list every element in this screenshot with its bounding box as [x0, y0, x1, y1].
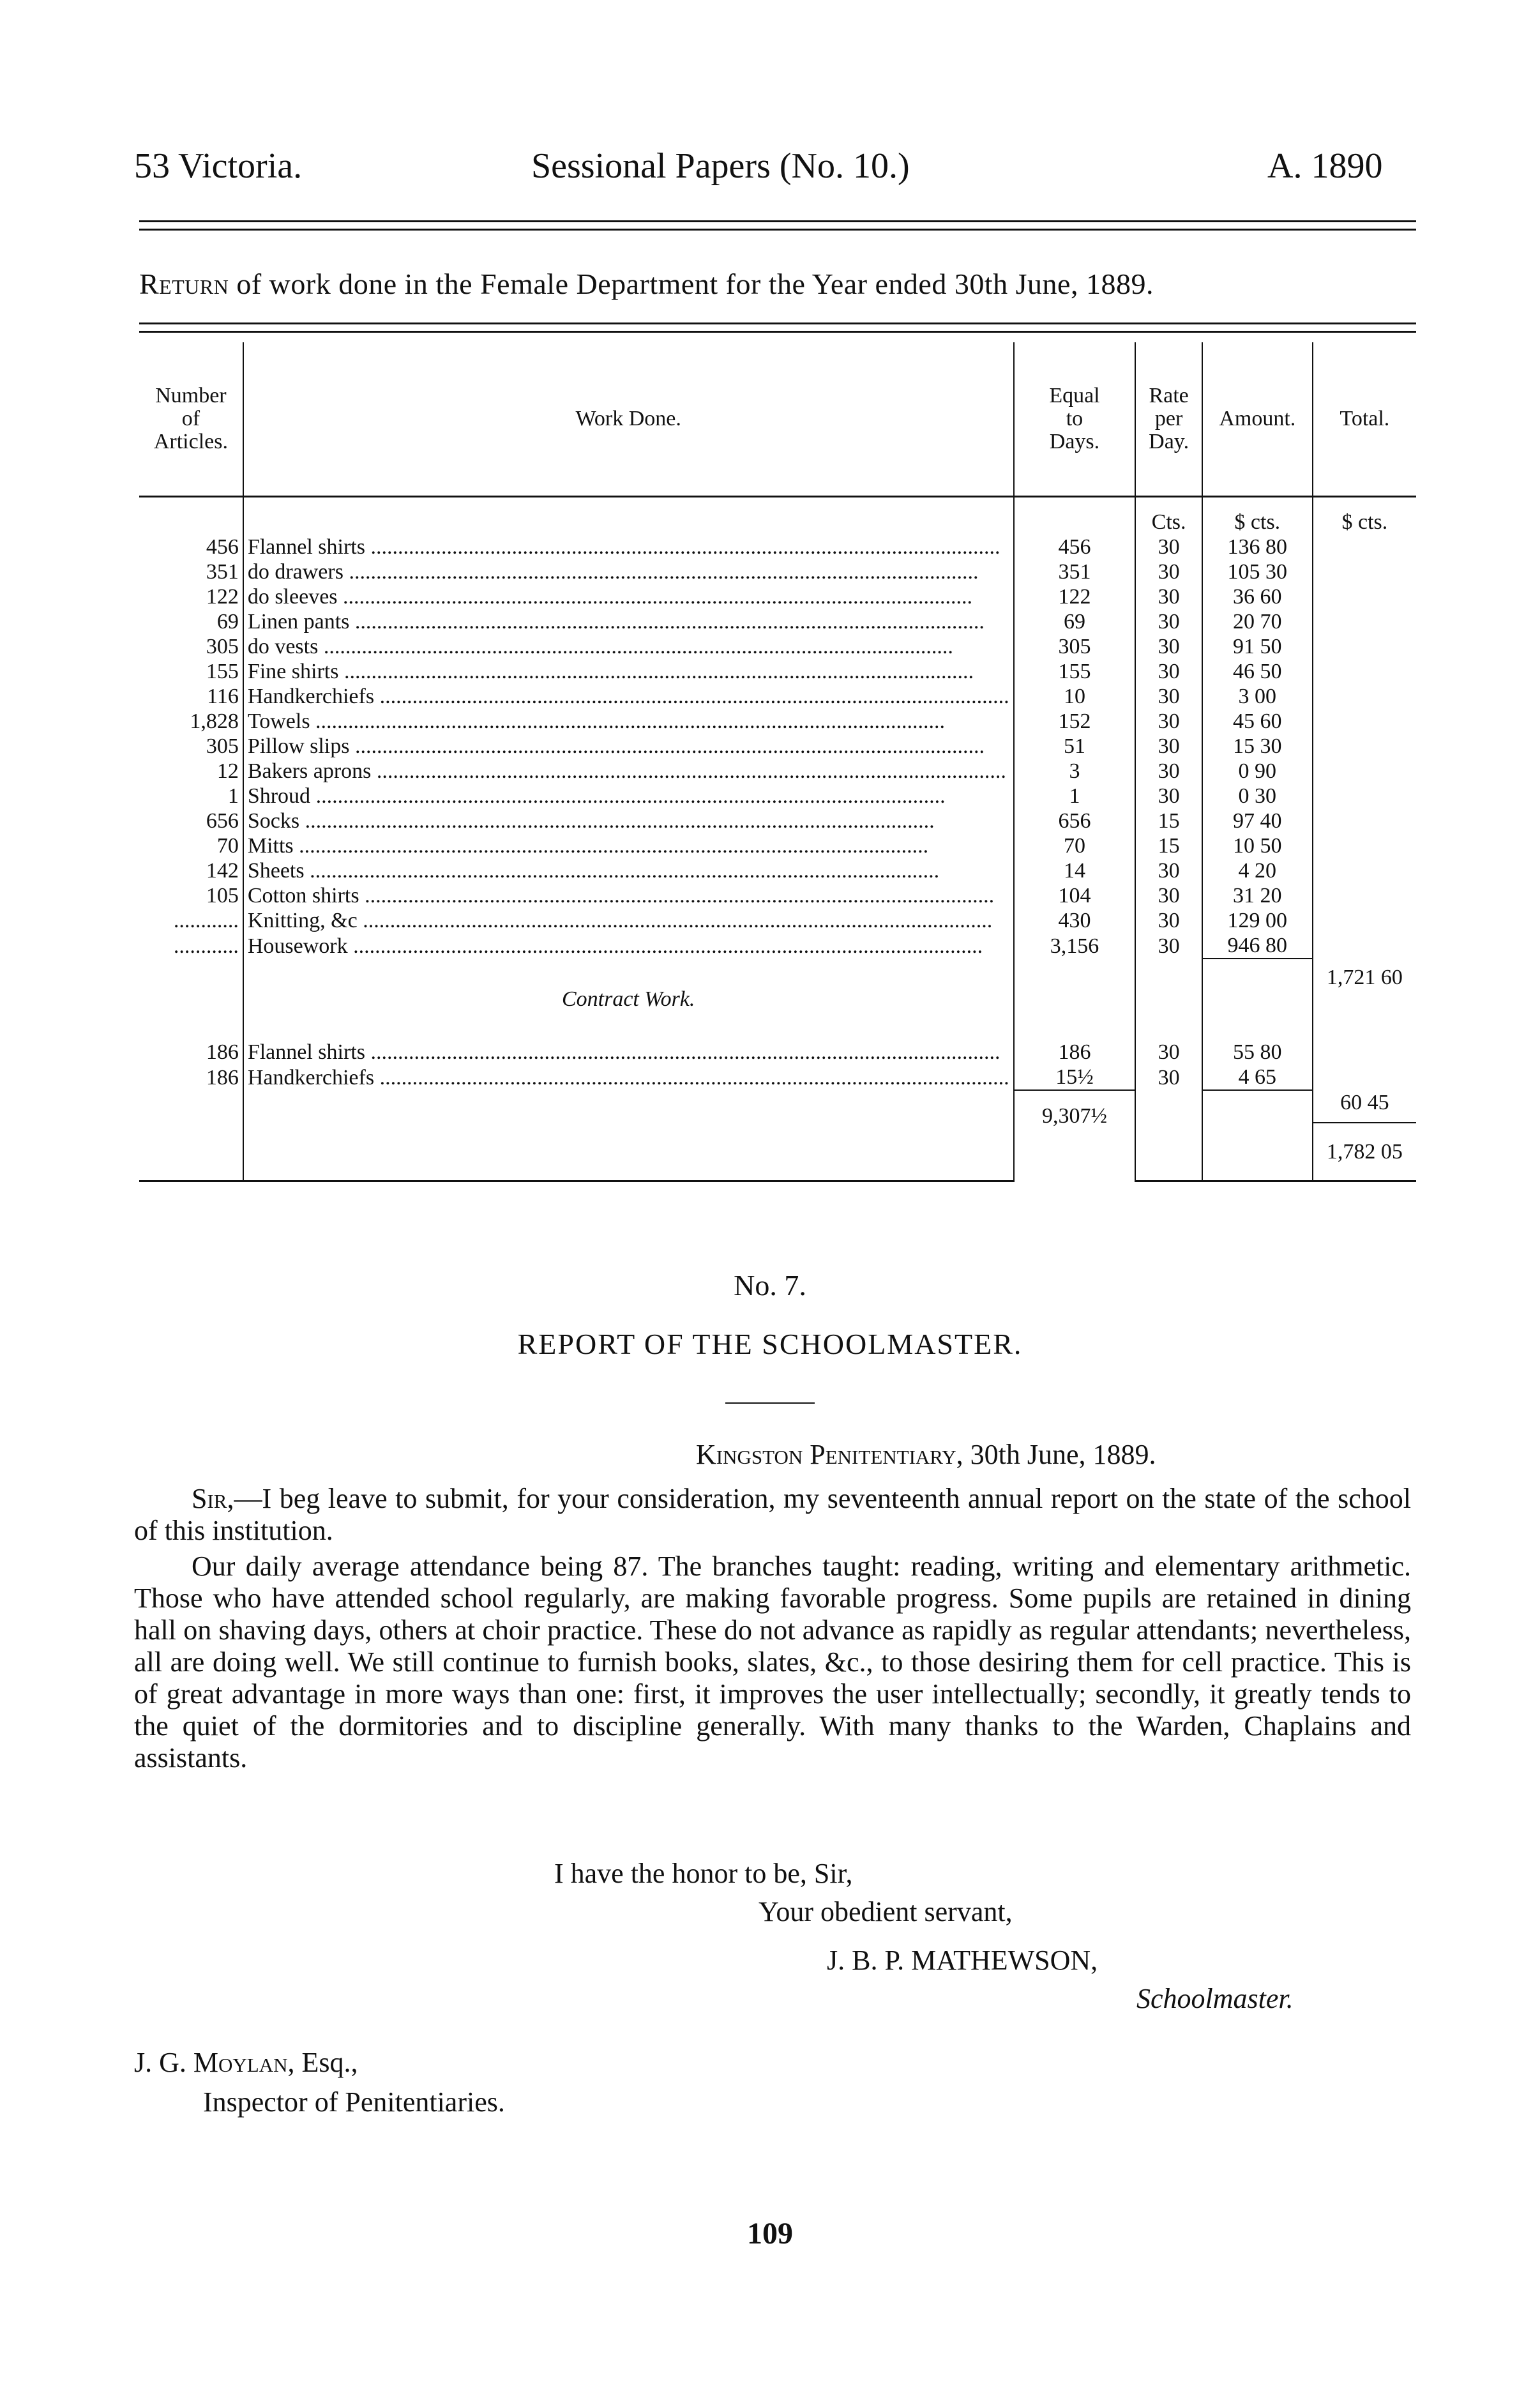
header-rule-bottom [139, 229, 1416, 231]
total-cell [1313, 659, 1416, 684]
rate-per-day: 30 [1135, 634, 1202, 659]
amount-value: 46 50 [1202, 659, 1313, 684]
work-item-label: Flannel shirts ..... [248, 535, 1000, 559]
work-item [243, 684, 1014, 709]
rate-per-day: 30 [1135, 684, 1202, 709]
table-row [139, 609, 1416, 634]
dateline-place: Kingston Penitentiary, [696, 1439, 963, 1470]
article-count: 351 [206, 560, 239, 584]
col-amount: Amount. [1202, 342, 1313, 497]
work-item-label: Flannel shirts ..... [248, 1040, 1000, 1064]
amount-value: 946 80 [1202, 933, 1313, 959]
total-cell [1313, 759, 1416, 784]
return-title [139, 267, 1154, 301]
work-item [243, 933, 1014, 959]
table-row [139, 1065, 1416, 1090]
rate-per-day: 30 [1135, 883, 1202, 908]
work-item-label: Towels ..... [248, 710, 945, 733]
total-cell [1313, 734, 1416, 759]
amount-value: 4 20 [1202, 858, 1313, 883]
addressee-name: Moylan [193, 2047, 288, 2078]
equal-days: 104 [1014, 883, 1136, 908]
work-item-label: Cotton shirts ..... [248, 884, 994, 907]
rate-per-day: 30 [1135, 784, 1202, 808]
article-count: 1 [227, 784, 239, 808]
work-item [243, 659, 1014, 684]
work-item-label: Knitting, &c ..... [248, 909, 992, 932]
work-item [243, 535, 1014, 559]
article-count: 305 [206, 734, 239, 758]
addressee-prefix: J. G. [134, 2047, 193, 2078]
equal-days: 3,156 [1014, 933, 1136, 959]
work-item-label: Shroud ..... [248, 784, 946, 808]
work-return-table [139, 342, 1416, 1182]
table-row [139, 933, 1416, 959]
rate-per-day: 15 [1135, 808, 1202, 833]
work-item-label: Socks ..... [248, 809, 935, 833]
work-item [243, 734, 1014, 759]
equal-days: 15½ [1014, 1065, 1136, 1090]
total-cell [1313, 584, 1416, 609]
amount-value: 0 30 [1202, 784, 1313, 808]
rate-per-day: 30 [1135, 559, 1202, 584]
equal-days: 155 [1014, 659, 1136, 684]
table-row [139, 908, 1416, 933]
work-item [243, 1040, 1014, 1065]
article-count: 142 [206, 859, 239, 883]
col-equal-days: Equal to Days. [1014, 342, 1136, 497]
rate-per-day: 30 [1135, 584, 1202, 609]
work-item [243, 883, 1014, 908]
amount-value: 105 30 [1202, 559, 1313, 584]
total-cell [1313, 808, 1416, 833]
article-count: ............ [173, 909, 239, 932]
header-volume: 53 Victoria. [134, 146, 303, 186]
table-header-row [139, 342, 1416, 497]
main-rows [139, 535, 1416, 959]
article-count: 186 [206, 1040, 239, 1064]
amount-value: 0 90 [1202, 759, 1313, 784]
total-cell [1313, 535, 1416, 559]
total-cell [1313, 1040, 1416, 1065]
equal-days: 3 [1014, 759, 1136, 784]
amount-value: 4 65 [1202, 1065, 1313, 1090]
equal-days: 51 [1014, 734, 1136, 759]
amount-value: 97 40 [1202, 808, 1313, 833]
amount-value: 129 00 [1202, 908, 1313, 933]
report-title: REPORT OF THE SCHOOLMASTER. [517, 1328, 1023, 1360]
table-top-rule-2 [139, 331, 1416, 333]
article-count: 69 [216, 610, 239, 634]
salutation: Sir, [192, 1483, 234, 1514]
report-number: No. 7. [734, 1269, 806, 1302]
total-cell [1313, 883, 1416, 908]
work-item-label: Pillow slips ..... [248, 734, 985, 758]
closing-line-1: I have the honor to be, Sir, [554, 1858, 853, 1889]
rate-per-day: 15 [1135, 833, 1202, 858]
equal-days: 70 [1014, 833, 1136, 858]
equal-days: 186 [1014, 1040, 1136, 1065]
work-item-label: Handkerchiefs ..... [248, 1066, 1009, 1089]
work-item [243, 634, 1014, 659]
work-item-label: do drawers ..... [248, 560, 979, 584]
work-item [243, 709, 1014, 734]
total-cell [1313, 858, 1416, 883]
article-count: 1,828 [190, 710, 239, 733]
work-item-label: Linen pants ..... [248, 610, 985, 634]
signature-title: Schoolmaster. [1136, 1983, 1294, 2014]
work-item-label: do sleeves ..... [248, 585, 972, 609]
work-item-label: Sheets ..... [248, 859, 939, 883]
col-work-done: Work Done. [243, 342, 1014, 497]
equal-days: 430 [1014, 908, 1136, 933]
table-row [139, 709, 1416, 734]
amount-value: 45 60 [1202, 709, 1313, 734]
equal-days: 656 [1014, 808, 1136, 833]
work-item-label: Fine shirts ..... [248, 660, 974, 683]
table-row [139, 1040, 1416, 1065]
amount-unit: $ cts. [1202, 497, 1313, 535]
work-item [243, 559, 1014, 584]
return-title-rest: of work done in the Female Department for the Year ended 30th June, 1889. [229, 268, 1154, 300]
contract-heading: Contract Work. [243, 980, 1014, 1018]
equal-days: 351 [1014, 559, 1136, 584]
rate-per-day: 30 [1135, 908, 1202, 933]
equal-days: 1 [1014, 784, 1136, 808]
subtotal-2-row [139, 1090, 1416, 1104]
table-row [139, 759, 1416, 784]
total-cell [1313, 559, 1416, 584]
article-count: 12 [216, 759, 239, 783]
amount-value: 15 30 [1202, 734, 1313, 759]
subtotal-row [139, 959, 1416, 980]
work-item-label: Handkerchiefs ..... [248, 685, 1009, 708]
article-count: 186 [206, 1065, 239, 1089]
header-rule-top [139, 220, 1416, 222]
work-item [243, 784, 1014, 808]
contract-rows [139, 1040, 1416, 1090]
rate-per-day: 30 [1135, 1040, 1202, 1065]
article-count: 656 [206, 809, 239, 833]
header-series: Sessional Papers (No. 10.) [531, 146, 910, 186]
equal-days: 122 [1014, 584, 1136, 609]
total-cell [1313, 634, 1416, 659]
equal-days: 456 [1014, 535, 1136, 559]
paragraph-1-text: —I beg leave to submit, for your consideration, my seventeenth annual report on the state of the school of this institution. [134, 1483, 1411, 1546]
units-row [139, 497, 1416, 535]
table-row [139, 858, 1416, 883]
amount-value: 10 50 [1202, 833, 1313, 858]
page-number: 109 [747, 2217, 793, 2251]
table-row [139, 559, 1416, 584]
work-item-label: Bakers aprons ..... [248, 759, 1006, 783]
table-row [139, 833, 1416, 858]
dateline-date: 30th June, 1889. [963, 1439, 1156, 1470]
total-cell [1313, 709, 1416, 734]
table-row [139, 584, 1416, 609]
grand-total-row [139, 1123, 1416, 1181]
addressee [134, 2046, 358, 2079]
table-row [139, 634, 1416, 659]
article-count: ............ [173, 934, 239, 958]
equal-days: 14 [1014, 858, 1136, 883]
closing-line-2: Your obedient servant, [759, 1896, 1013, 1927]
total-cell [1313, 609, 1416, 634]
work-item [243, 1065, 1014, 1090]
work-item [243, 584, 1014, 609]
work-item [243, 833, 1014, 858]
equal-days: 69 [1014, 609, 1136, 634]
table-top-rule-1 [139, 323, 1416, 324]
days-total: 9,307½ [1014, 1104, 1136, 1181]
rate-per-day: 30 [1135, 535, 1202, 559]
header-year: A. 1890 [1267, 146, 1383, 186]
total-cell [1313, 833, 1416, 858]
amount-value: 20 70 [1202, 609, 1313, 634]
rate-per-day: 30 [1135, 858, 1202, 883]
subtotal-2: 60 45 [1313, 1090, 1416, 1123]
report-paragraph-2: Our daily average attendance being 87. The branches taught: reading, writing and elementary arithmetic. Those who have attended school regularly, are making favorable progress. Some pupils are retained in dining hall on shaving days, others at choir practice. These do not advance as rapidly as regular attendants; nevertheless, all are doing well. We still continue to furnish books, slates, &c., to those desiring them for cell practice. This is of great advantage in more ways than one: first, it improves the user intellectually; secondly, it greatly tends to the quiet of the dormitories and to discipline generally. With many thanks to the Warden, Chaplains and assistants. [134, 1551, 1411, 1773]
amount-value: 55 80 [1202, 1040, 1313, 1065]
article-count: 105 [206, 884, 239, 907]
article-count: 70 [216, 834, 239, 858]
work-item-label: do vests ..... [248, 635, 953, 658]
rate-per-day: 30 [1135, 609, 1202, 634]
addressee-suffix: , Esq., [287, 2047, 358, 2078]
col-rate: Rate per Day. [1135, 342, 1202, 497]
dateline [696, 1438, 1156, 1471]
work-item-label: Mitts ..... [248, 834, 928, 858]
equal-days: 305 [1014, 634, 1136, 659]
article-count: 305 [206, 635, 239, 658]
amount-value: 31 20 [1202, 883, 1313, 908]
col-total: Total. [1313, 342, 1416, 497]
addressee-title: Inspector of Penitentiaries. [203, 2086, 505, 2118]
table-row [139, 684, 1416, 709]
contract-heading-row [139, 980, 1416, 1018]
amount-value: 136 80 [1202, 535, 1313, 559]
table-row [139, 784, 1416, 808]
title-divider [725, 1402, 815, 1404]
return-title-lead: Return [139, 268, 229, 300]
table-row [139, 808, 1416, 833]
total-cell [1313, 684, 1416, 709]
total-cell [1313, 908, 1416, 933]
work-item [243, 808, 1014, 833]
subtotal-1: 1,721 60 [1313, 959, 1416, 1018]
table-row [139, 734, 1416, 759]
grand-total: 1,782 05 [1313, 1123, 1416, 1181]
table-row [139, 883, 1416, 908]
table-row [139, 659, 1416, 684]
rate-per-day: 30 [1135, 933, 1202, 959]
amount-value: 91 50 [1202, 634, 1313, 659]
work-item [243, 908, 1014, 933]
rate-per-day: 30 [1135, 1065, 1202, 1090]
amount-value: 36 60 [1202, 584, 1313, 609]
equal-days: 10 [1014, 684, 1136, 709]
total-cell [1313, 933, 1416, 959]
rate-per-day: 30 [1135, 659, 1202, 684]
col-articles: Number of Articles. [139, 342, 243, 497]
article-count: 155 [206, 660, 239, 683]
signature-name: J. B. P. MATHEWSON, [827, 1945, 1098, 1976]
total-cell [1313, 1065, 1416, 1090]
rate-per-day: 30 [1135, 734, 1202, 759]
rate-per-day: 30 [1135, 759, 1202, 784]
equal-days: 152 [1014, 709, 1136, 734]
work-item [243, 858, 1014, 883]
article-count: 122 [206, 585, 239, 609]
rate-per-day: 30 [1135, 709, 1202, 734]
rate-unit: Cts. [1135, 497, 1202, 535]
work-item [243, 609, 1014, 634]
work-item-label: Housework ..... [248, 934, 983, 958]
report-paragraph-1 [134, 1483, 1411, 1547]
total-unit: $ cts. [1313, 497, 1416, 535]
amount-value: 3 00 [1202, 684, 1313, 709]
article-count: 456 [206, 535, 239, 559]
table-row [139, 535, 1416, 559]
work-item [243, 759, 1014, 784]
total-cell [1313, 784, 1416, 808]
article-count: 116 [207, 685, 239, 708]
